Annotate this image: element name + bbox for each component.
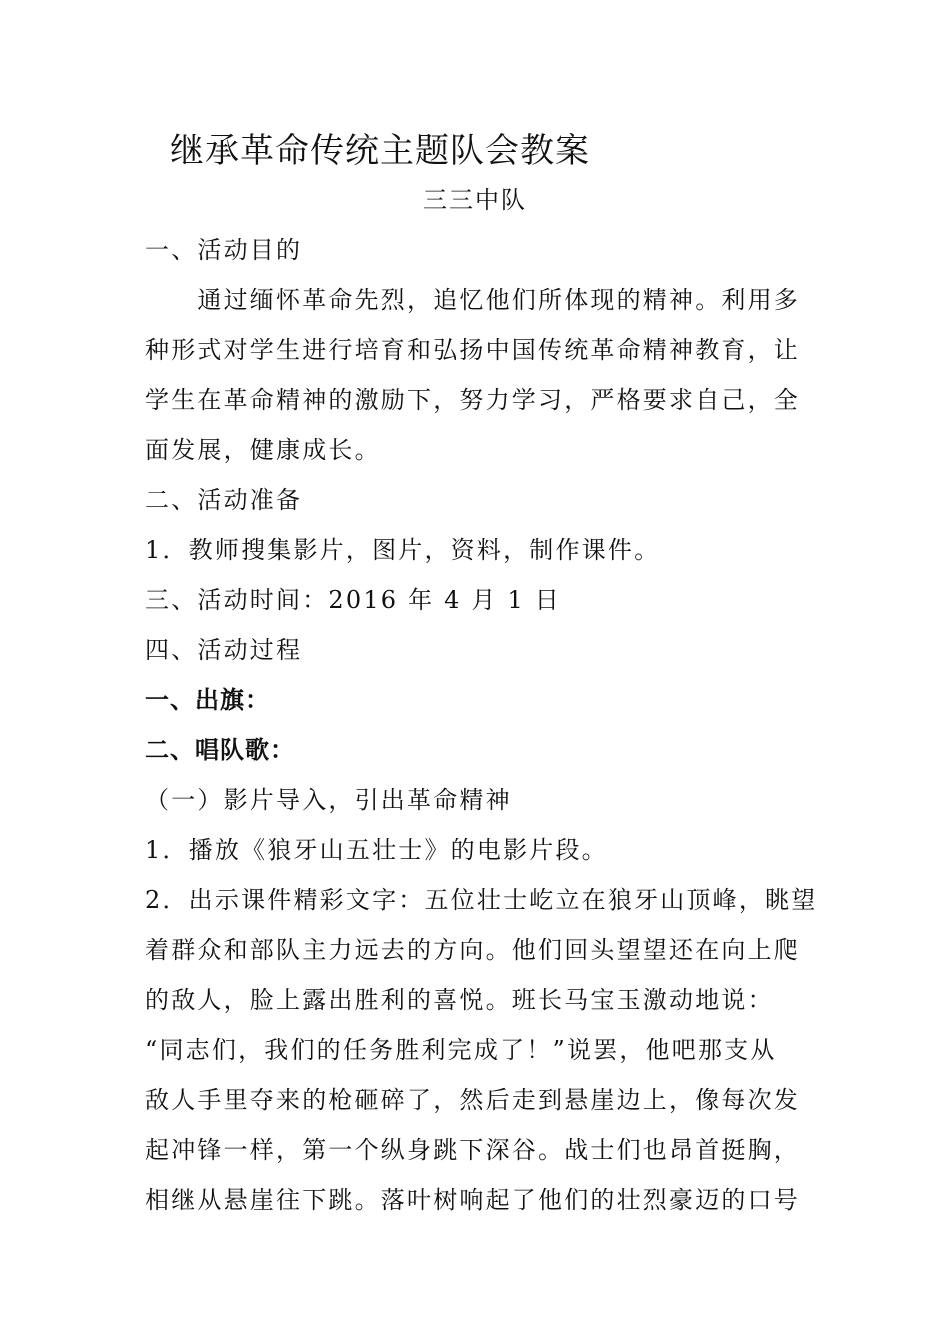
document-title: 继承革命传统主题队会教案	[170, 131, 590, 171]
document-subtitle: 三三中队	[423, 186, 527, 214]
section-heading-process: 四、活动过程	[145, 636, 303, 664]
paragraph-line: 通过缅怀革命先烈，追忆他们所体现的精神。利用多	[145, 286, 800, 314]
paragraph-line: 相继从悬崖往下跳。落叶树响起了他们的壮烈豪迈的口号	[145, 1186, 800, 1214]
paragraph-line: 1．教师搜集影片，图片，资料，制作课件。	[145, 536, 661, 564]
subsection-heading: （一）影片导入，引出革命精神	[145, 786, 512, 814]
paragraph-line: 面发展，健康成长。	[145, 436, 381, 464]
paragraph-line: 起冲锋一样，第一个纵身跳下深谷。战士们也昂首挺胸，	[145, 1136, 800, 1164]
paragraph-line: 敌人手里夺来的枪砸碎了，然后走到悬崖边上，像每次发	[145, 1086, 800, 1114]
paragraph-line: 着群众和部队主力远去的方向。他们回头望望还在向上爬	[145, 936, 800, 964]
paragraph-line: 2．出示课件精彩文字：五位壮士屹立在狼牙山顶峰，眺望	[145, 886, 818, 914]
paragraph-line: 1．播放《狼牙山五壮士》的电影片段。	[145, 836, 608, 864]
section-heading-prep: 二、活动准备	[145, 486, 303, 514]
section-heading-goal: 一、活动目的	[145, 236, 303, 264]
paragraph-line: 种形式对学生进行培育和弘扬中国传统革命精神教育，让	[145, 336, 800, 364]
paragraph-line: “同志们，我们的任务胜利完成了！”说罢，他吧那支从	[145, 1036, 777, 1064]
paragraph-line: 的敌人，脸上露出胜利的喜悦。班长马宝玉激动地说：	[145, 986, 774, 1014]
section-heading-time: 三、活动时间：2016 年 4 月 1 日	[145, 586, 561, 614]
bold-heading-flag: 一、出旗：	[145, 686, 270, 714]
bold-heading-song: 二、唱队歌：	[145, 736, 295, 764]
paragraph-line: 学生在革命精神的激励下，努力学习，严格要求自己，全	[145, 386, 800, 414]
